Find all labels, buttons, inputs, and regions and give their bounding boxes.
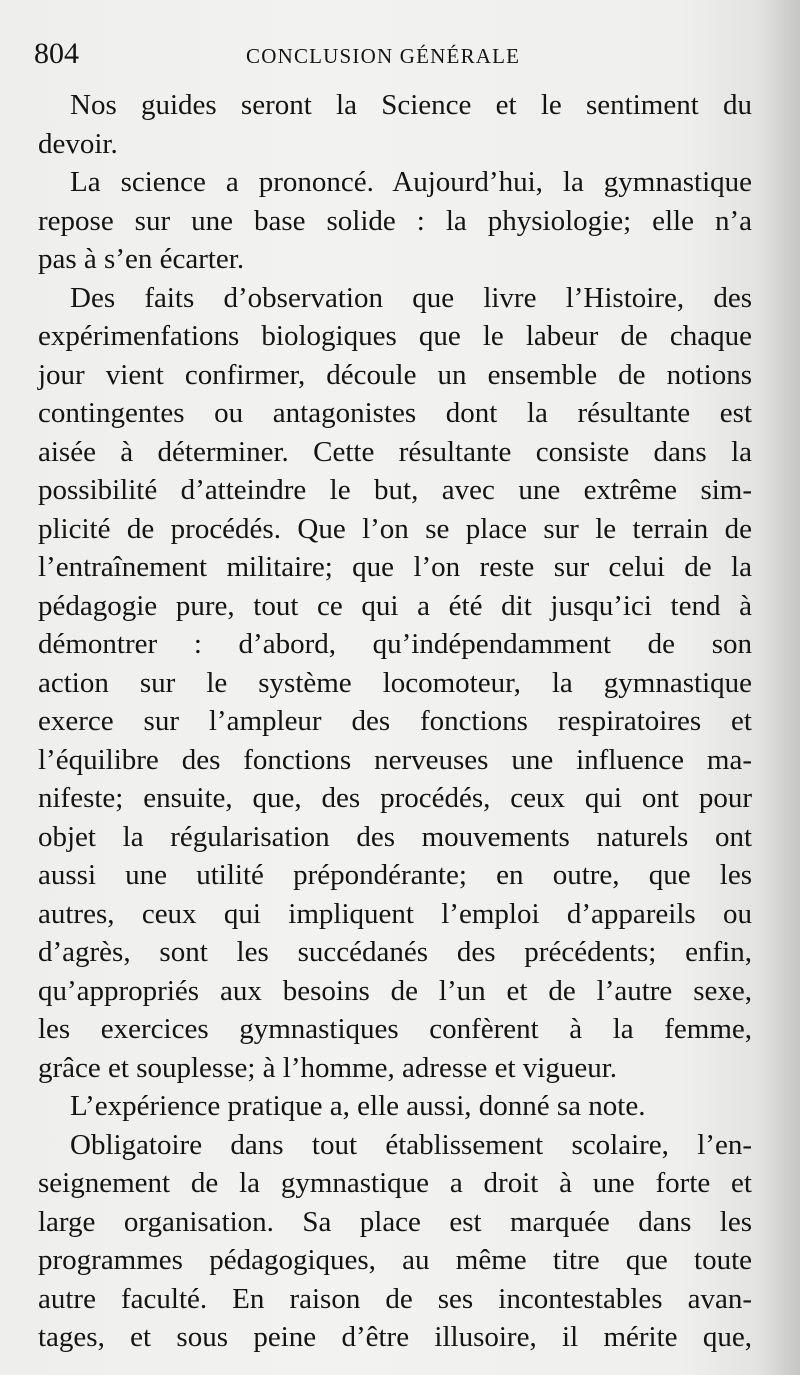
text-line: qu’appropriés aux besoins de l’un et de l’autre sexe,	[38, 974, 752, 1007]
text-line: autre faculté. En raison de ses incontestables avan-	[38, 1282, 752, 1315]
body-text	[38, 86, 752, 1357]
text-line: Nos guides seront la Science et le sentiment du	[70, 89, 752, 121]
text-line: contingentes ou antagonistes dont la résultante est	[38, 397, 752, 429]
text-line: action sur le système locomoteur, la gymnastique	[38, 666, 752, 699]
text-line: Des faits d’observation que livre l’Histoire, des	[70, 281, 752, 314]
text-line: tages, et sous peine d’être illusoire, il mérite que,	[38, 1321, 752, 1353]
page-number: 804	[34, 37, 79, 70]
text-line: pédagogie pure, tout ce qui a été dit jusqu’ici tend à	[38, 589, 752, 622]
text-line: démontrer : d’abord, qu’indépendamment de son	[38, 628, 752, 660]
text-line: pas à s’en écarter.	[38, 243, 245, 275]
text-line: repose sur une base solide : la physiologie; elle n’a	[38, 204, 752, 237]
text-line: possibilité d’atteindre le but, avec une extrême sim-	[38, 474, 752, 506]
text-line: L’expérience pratique a, elle aussi, donné sa note.	[70, 1090, 646, 1122]
text-line: plicité de procédés. Que l’on se place sur le terrain de	[38, 512, 752, 545]
text-line: programmes pédagogiques, au même titre que toute	[38, 1244, 752, 1276]
text-line: exerce sur l’ampleur des fonctions respiratoires et	[38, 705, 752, 737]
text-line: devoir.	[38, 127, 118, 160]
running-head: CONCLUSION GÉNÉRALE	[246, 44, 521, 68]
text-line: jour vient confirmer, découle un ensemble de notions	[38, 358, 752, 391]
text-line: objet la régularisation des mouvements naturels ont	[38, 820, 752, 853]
text-line: large organisation. Sa place est marquée dans les	[38, 1205, 752, 1238]
text-line: aussi une utilité prépondérante; en outre, que les	[38, 859, 752, 891]
text-line: Obligatoire dans tout établissement scolaire, l’en-	[70, 1128, 752, 1161]
text-line: l’entraînement militaire; que l’on reste sur celui de la	[38, 551, 752, 583]
text-line: expérimenfations biologiques que le labeur de chaque	[38, 320, 752, 352]
text-line: nifeste; ensuite, que, des procédés, ceux qui ont pour	[38, 782, 752, 814]
text-line: autres, ceux qui impliquent l’emploi d’appareils ou	[38, 897, 752, 930]
text-line: La science a prononcé. Aujourd’hui, la gymnastique	[70, 166, 752, 198]
text-line: d’agrès, sont les succédanés des précédents; enfin,	[38, 936, 752, 968]
page-edge-shadow	[760, 0, 800, 1375]
text-line: les exercices gymnastiques confèrent à la femme,	[38, 1013, 752, 1045]
text-line: grâce et souplesse; à l’homme, adresse et vigueur.	[38, 1051, 617, 1084]
text-line: seignement de la gymnastique a droit à une forte et	[38, 1167, 752, 1199]
text-line: l’équilibre des fonctions nerveuses une influence ma-	[38, 743, 752, 776]
text-line: aisée à déterminer. Cette résultante consiste dans la	[38, 435, 752, 468]
